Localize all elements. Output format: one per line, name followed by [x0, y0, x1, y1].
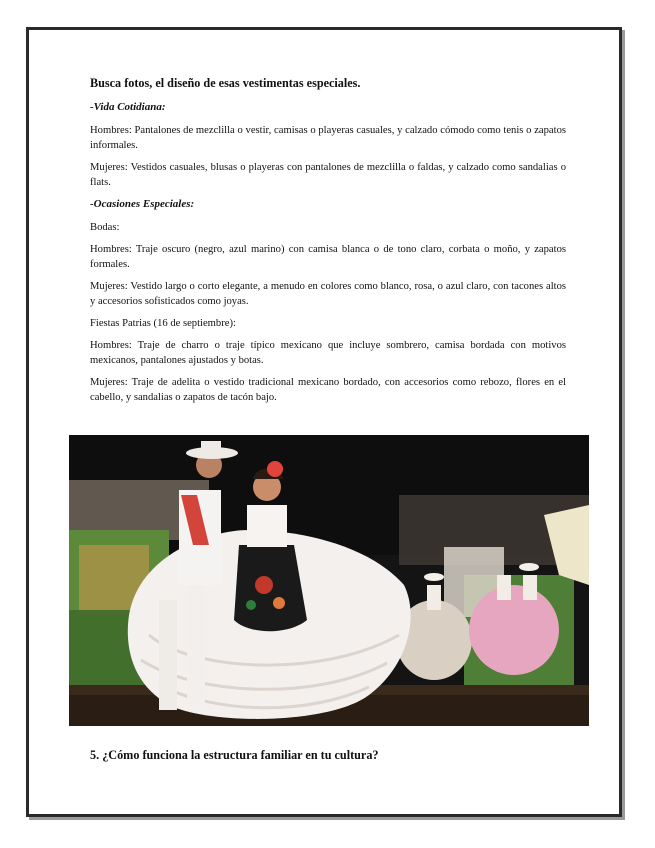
question-5: 5. ¿Cómo funciona la estructura familiar en tu cultura?: [90, 748, 379, 762]
page-heading: Busca fotos, el diseño de esas vestimentas especiales.: [90, 76, 361, 90]
document-body: [90, 76, 566, 412]
folkloric-dance-photo: [69, 435, 589, 726]
paragraph-weddings-title: Bodas:: [90, 222, 120, 233]
paragraph-daily-women: Mujeres: Vestidos casuales, blusas o playeras con pantalones de mezclilla o faldas, y calzado como sandalias o flats.: [90, 162, 566, 188]
document-page: [26, 27, 622, 817]
paragraph-patrias-women: Mujeres: Traje de adelita o vestido tradicional mexicano bordado, con accesorios como rebozo, flores en el cabello, y sandalias o zapatos de tacón bajo.: [90, 377, 566, 403]
paragraph-patrias-men: Hombres: Traje de charro o traje típico mexicano que incluye sombrero, camisa bordada con motivos mexicanos, pantalones ajustados y botas.: [90, 340, 566, 366]
paragraph-weddings-men: Hombres: Traje oscuro (negro, azul marino) con camisa blanca o de tono claro, corbata o moño, y zapatos formales.: [90, 244, 566, 270]
section-title-daily: -Vida Cotidiana:: [90, 101, 166, 113]
paragraph-patrias-title: Fiestas Patrias (16 de septiembre):: [90, 318, 236, 329]
section-title-special: -Ocasiones Especiales:: [90, 198, 195, 210]
paragraph-daily-men: Hombres: Pantalones de mezclilla o vestir, camisas o playeras casuales, y calzado cómodo como tenis o zapatos informales.: [90, 125, 566, 151]
paragraph-weddings-women: Mujeres: Vestido largo o corto elegante, a menudo en colores como blanco, rosa, o azul claro, con tacones altos y accesorios sofisticados como joyas.: [90, 281, 566, 307]
photo-illustration: [69, 435, 589, 726]
